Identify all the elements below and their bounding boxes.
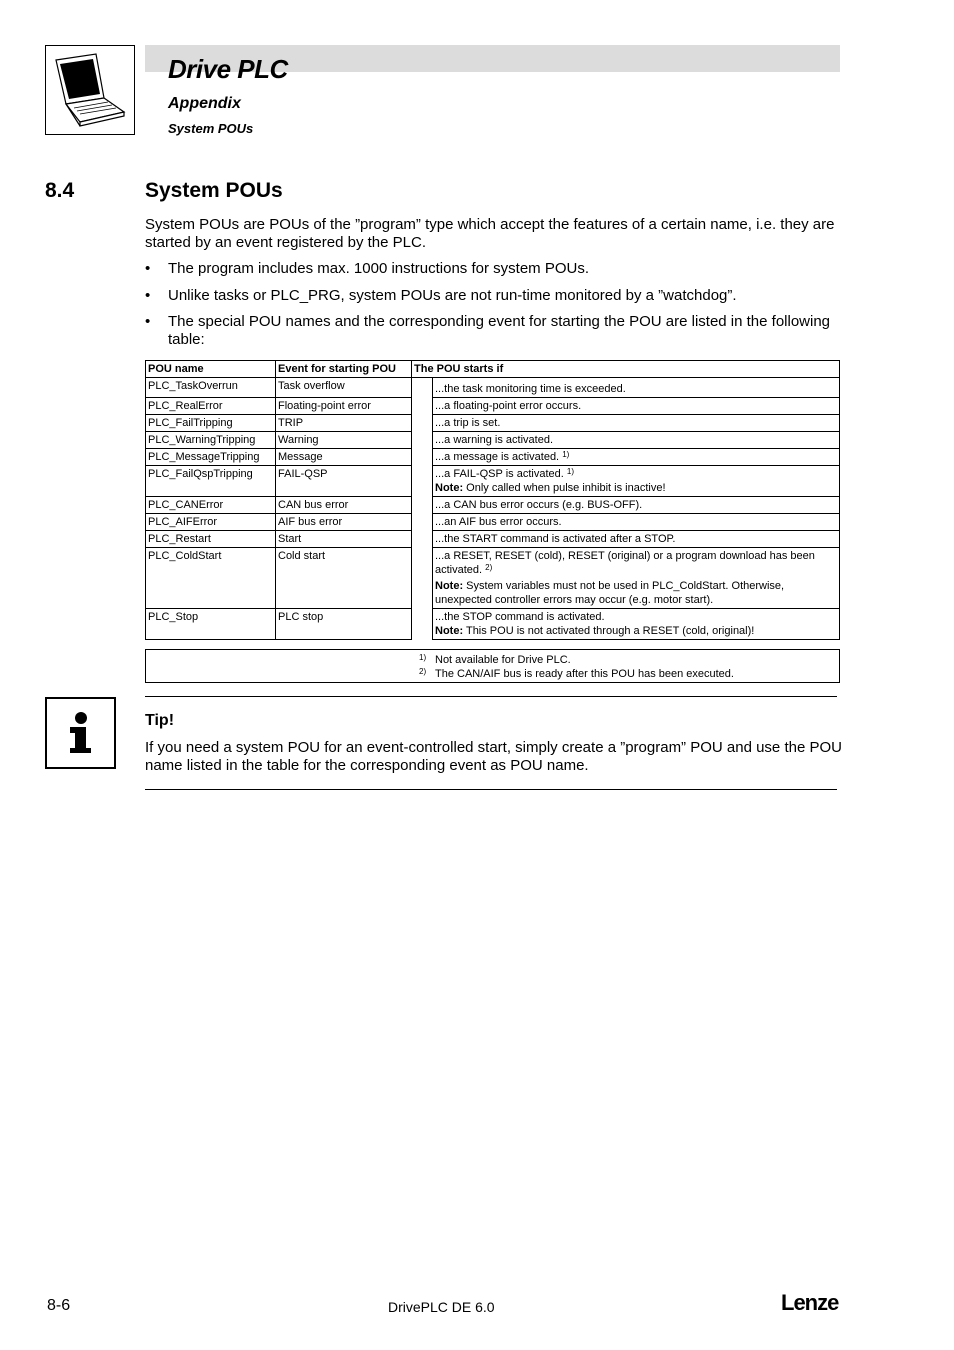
bullet-list <box>145 260 845 357</box>
note-text: System variables must not be used in PLC_ColdStart. Otherwise, unexpected controller errors may occur (e.g. motor start). <box>435 580 785 606</box>
footnote-ref: 2) <box>485 563 493 572</box>
starts-if-cell <box>433 398 840 415</box>
table-row <box>146 449 840 466</box>
table-row <box>146 514 840 531</box>
starts-if-text: ...a floating-point error occurs. <box>435 400 582 412</box>
starts-if-text: ...a CAN bus error occurs (e.g. BUS-OFF). <box>435 499 643 511</box>
pou-name-cell: PLC_FailQspTripping <box>146 466 276 497</box>
pou-name-cell: PLC_WarningTripping <box>146 432 276 449</box>
laptop-icon <box>45 45 135 135</box>
note-text: This POU is not activated through a RESET (cold, original)! <box>465 625 755 637</box>
note-text: Only called when pulse inhibit is inactive! <box>466 482 666 494</box>
pou-name-cell: PLC_CANError <box>146 497 276 514</box>
note-label: Note: <box>435 580 464 592</box>
table-header-row <box>146 361 840 378</box>
col-header-pou-name: POU name <box>146 361 276 378</box>
pou-name-cell: PLC_AIFError <box>146 514 276 531</box>
starts-if-text: ...a message is activated. <box>435 451 560 463</box>
section-title: System POUs <box>145 179 283 202</box>
starts-if-text: ...a RESET, RESET (cold), RESET (original) or a program download has been activated. <box>435 550 815 576</box>
bullet-item: • The special POU names and the corresponding event for starting the POU are listed in the following table: <box>145 313 845 348</box>
brand-logo: Lenze <box>781 1290 839 1315</box>
event-cell: AIF bus error <box>276 514 412 531</box>
bullet-item: • The program includes max. 1000 instructions for system POUs. <box>145 260 845 278</box>
starts-if-cell <box>433 432 840 449</box>
footnote-ref: 1) <box>562 450 570 459</box>
event-cell: PLC stop <box>276 609 412 640</box>
event-cell: Floating-point error <box>276 398 412 415</box>
note <box>435 579 837 607</box>
note <box>435 624 837 638</box>
pou-name-cell: PLC_Stop <box>146 609 276 640</box>
note <box>435 481 837 495</box>
pou-name-cell: PLC_ColdStart <box>146 548 276 609</box>
starts-if-cell <box>433 449 840 466</box>
footnote-mark: 2) <box>419 667 427 676</box>
tip-divider-bottom <box>145 789 837 790</box>
pou-name-cell: PLC_FailTripping <box>146 415 276 432</box>
tip-title: Tip! <box>145 712 175 729</box>
starts-if-cell <box>433 514 840 531</box>
starts-if-cell <box>433 531 840 548</box>
table-row <box>146 415 840 432</box>
pou-name-cell: PLC_MessageTripping <box>146 449 276 466</box>
starts-if-cell <box>433 378 840 398</box>
starts-if-text: ...a trip is set. <box>435 417 501 429</box>
table-row <box>146 548 840 609</box>
starts-if-text: ...a warning is activated. <box>435 434 554 446</box>
starts-if-text: ...a FAIL-QSP is activated. <box>435 468 564 480</box>
note-label: Note: <box>435 482 464 494</box>
event-cell: Message <box>276 449 412 466</box>
event-cell: Start <box>276 531 412 548</box>
table-row <box>146 432 840 449</box>
note-label: Note: <box>435 625 464 637</box>
starts-if-text: ...the STOP command is activated. <box>435 611 605 623</box>
table-row <box>146 609 840 640</box>
starts-if-text: ...the START command is activated after a STOP. <box>435 533 676 545</box>
tip-text: If you need a system POU for an event-controlled start, simply create a ”program” POU and use the POU name listed in the table for the corresponding event as POU name. <box>145 739 842 774</box>
event-cell: FAIL-QSP <box>276 466 412 497</box>
document-id: DrivePLC DE 6.0 <box>388 1299 495 1315</box>
bullet-item: • Unlike tasks or PLC_PRG, system POUs are not run-time monitored by a ”watchdog”. <box>145 287 845 305</box>
section-number: 8.4 <box>45 179 75 202</box>
event-cell: TRIP <box>276 415 412 432</box>
table-row <box>146 398 840 415</box>
footnote-box <box>145 649 840 683</box>
col-header-event: Event for starting POU <box>276 361 412 378</box>
starts-if-cell <box>433 415 840 432</box>
pou-name-cell: PLC_RealError <box>146 398 276 415</box>
table-spacer <box>412 378 433 640</box>
chapter-title: Appendix <box>168 95 241 112</box>
footnote-text: The CAN/AIF bus is ready after this POU has been executed. <box>435 668 734 680</box>
pou-name-cell: PLC_Restart <box>146 531 276 548</box>
starts-if-text: ...the task monitoring time is exceeded. <box>435 383 626 395</box>
page-number: 8-6 <box>47 1297 71 1314</box>
tip-divider-top <box>145 696 837 697</box>
table-row <box>146 378 840 398</box>
info-icon <box>45 697 116 769</box>
starts-if-cell <box>433 497 840 514</box>
table-row <box>146 497 840 514</box>
event-cell: Cold start <box>276 548 412 609</box>
document-title: Drive PLC <box>168 54 288 84</box>
table-row <box>146 466 840 497</box>
starts-if-cell <box>433 466 840 497</box>
footnote-text: Not available for Drive PLC. <box>435 654 571 666</box>
event-cell: Warning <box>276 432 412 449</box>
intro-paragraph: System POUs are POUs of the ”program” type which accept the features of a certain name, i.e. they are started by an event registered by the PLC. <box>145 216 835 251</box>
col-header-starts-if: The POU starts if <box>412 361 840 378</box>
subchapter-title: System POUs <box>168 121 254 136</box>
starts-if-text: ...an AIF bus error occurs. <box>435 516 562 528</box>
starts-if-cell <box>433 609 840 640</box>
table-row <box>146 531 840 548</box>
pou-name-cell: PLC_TaskOverrun <box>146 378 276 398</box>
system-pou-table <box>145 360 840 640</box>
starts-if-cell <box>433 548 840 609</box>
event-cell: Task overflow <box>276 378 412 398</box>
event-cell: CAN bus error <box>276 497 412 514</box>
footnote-mark: 1) <box>419 653 427 662</box>
footnote-ref: 1) <box>566 467 574 476</box>
